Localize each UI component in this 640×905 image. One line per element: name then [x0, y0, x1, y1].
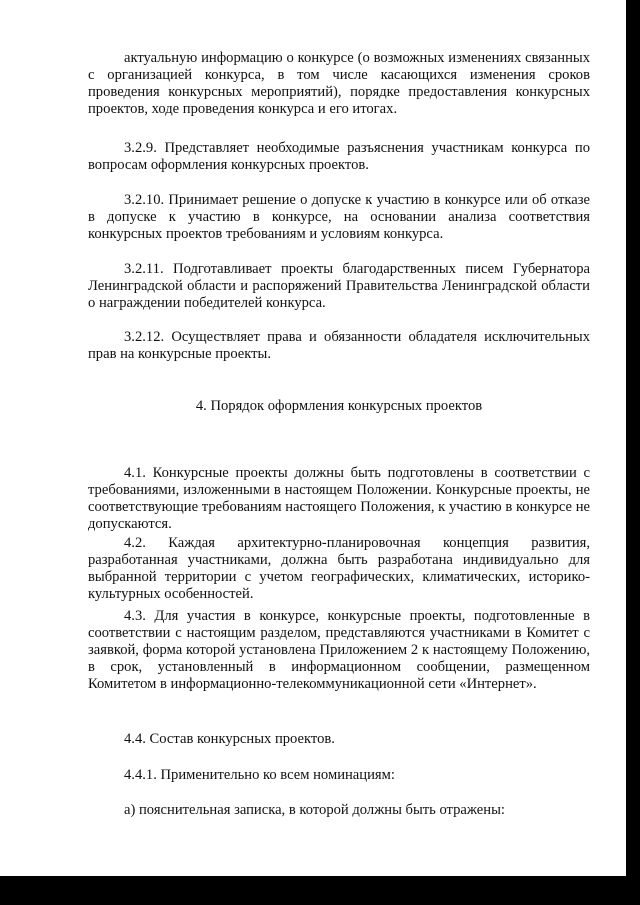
- paragraph-3-2-9: 3.2.9. Представляет необходимые разъяснения участникам конкурса по вопросам оформления конкурсных проектов.: [88, 140, 590, 173]
- paragraph-3-2-10: 3.2.10. Принимает решение о допуске к участию в конкурсе или об отказе в допуске к участию в конкурсе, на основании анализа соответствия конкурсных проектов требованиям и условиям конкурса.: [88, 192, 590, 242]
- paragraph-4-2: 4.2. Каждая архитектурно-планировочная концепция развития, разработанная участниками, должна быть разработана индивидуально для выбранной территории с учетом географических, климатических, историко-культурных особенностей.: [88, 535, 590, 602]
- paragraph-3-2-12: 3.2.12. Осуществляет права и обязанности обладателя исключительных прав на конкурсные проекты.: [88, 329, 590, 362]
- paragraph-4-3: 4.3. Для участия в конкурсе, конкурсные проекты, подготовленные в соответствии с настоящим разделом, представляются участниками в Комитет с заявкой, форма которой установлена Приложением 2 к настоящему Положению, в срок, установленный в информационном сообщении, размещенном Комитетом в информационно-телекоммуникационной сети «Интернет».: [88, 608, 590, 692]
- paragraph-4-4: 4.4. Состав конкурсных проектов.: [124, 731, 335, 747]
- paragraph-4-4-1: 4.4.1. Применительно ко всем номинациям:: [124, 767, 395, 783]
- paragraph-a: а) пояснительная записка, в которой должны быть отражены:: [124, 802, 505, 818]
- section-4-title: 4. Порядок оформления конкурсных проектов: [195, 398, 483, 414]
- paragraph-3-2-11: 3.2.11. Подготавливает проекты благодарственных писем Губернатора Ленинградской области и распоряжений Правительства Ленинградской области о награждении победителей конкурса.: [88, 261, 590, 311]
- paragraph-intro: актуальную информацию о конкурсе (о возможных изменениях связанных с организацией конкурса, в том числе касающихся изменения сроков проведения конкурсных мероприятий), порядке предоставления конкурсных проектов, ходе проведения конкурса и его итогах.: [88, 50, 590, 117]
- paragraph-4-1: 4.1. Конкурсные проекты должны быть подготовлены в соответствии с требованиями, изложенными в настоящем Положении. Конкурсные проекты, не соответствующие требованиям настоящего Положения, к участию в конкурсе не допускаются.: [88, 465, 590, 532]
